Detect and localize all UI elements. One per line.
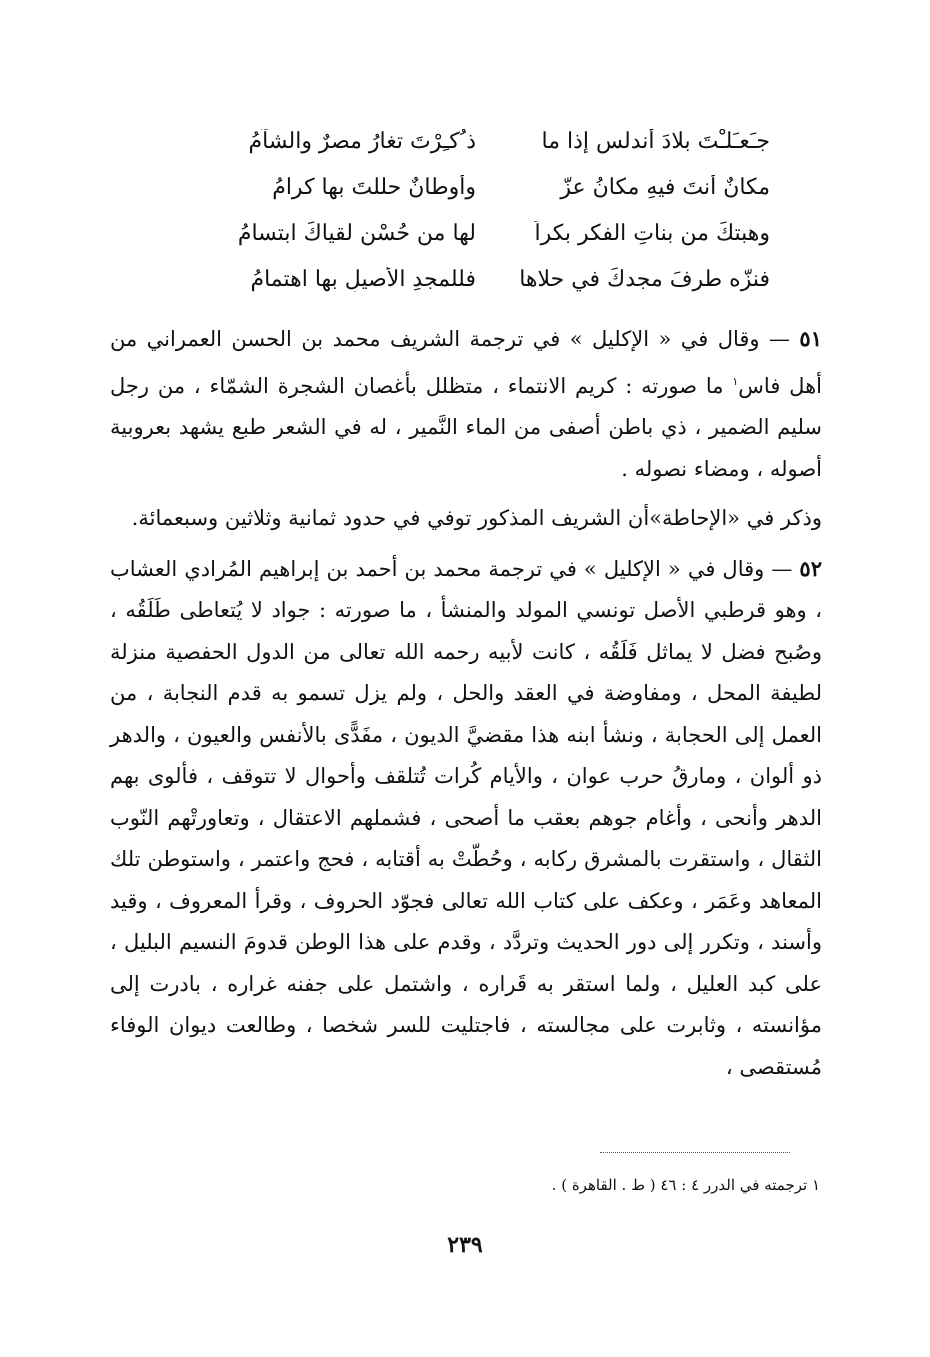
verse-line: [200, 118, 770, 164]
verse-first-hemistich: وهبتكَ من بناتِ الفكرِ بكراً: [534, 220, 770, 246]
verse-line: [200, 164, 770, 210]
footnote-marker: ١: [732, 374, 739, 388]
paragraph-ihata-note: وذكر في «الإحاطة»أن الشريف المذكور توفي في حدود ثمانية وثلاثين وسبعمائة.: [131, 506, 822, 530]
verse-second-hemistich: لها من حُسْنِ لقياكَ ابتسامُ: [237, 220, 476, 246]
verse-second-hemistich: فللمجدِ الأصيلِ بها اهتمامُ: [250, 266, 476, 292]
verse-line: [200, 256, 770, 302]
paragraph-text: ما صورته : كريم الانتماء ، متظلل بأغصان الشجرة الشمّاء ، من رجل سليم الضمير ، ذي باطن أصفى من الماء النَّمير ، له في الشعر طبع يشهد بعروبية أصوله ، ومضاء نصوله .: [110, 373, 822, 481]
paragraph-text: من أهل فاس: [110, 327, 822, 398]
paragraph-52: [110, 548, 822, 1089]
footnote-separator: [600, 1152, 790, 1153]
paragraph-text: — وقال في « الإكليل » في ترجمة الشريف محمد بن الحسن العمراني: [146, 327, 790, 351]
verse-second-hemistich: وأوطانٌ حللتَ بها كرامُ: [272, 174, 476, 200]
verse-first-hemistich: فنزّه طرفَ مجدكَ في حلاها: [519, 266, 770, 292]
paragraph-number: ٥٢: [799, 555, 822, 581]
verse-second-hemistich: ذ ُكـِرْتَ تغارُ مصرٌ والشآمُ: [248, 128, 476, 154]
paragraph-number: ٥١: [799, 326, 822, 351]
verse-first-hemistich: مكانٌ أنتَ فيهِ مكانُ عزّ: [560, 174, 770, 200]
paragraph-text: — وقال في « الإكليل » في ترجمة محمد بن أحمد بن إبراهيم المُرادي العشاب ، وهو قرطبي الأصل تونسي المولد والمنشأ ، ما صورته : جواد لا يُتعاطى طَلَقُه ، وصُبح فضل لا يماثل فَلَقُه ، كانت لأبيه رحمه الله تعالى من الدول الحفصية منزلة لطيفة المحل ، ومفاوضة في العقد والحل ، ولم يزل تسمو به قدم النجابة ، من العمل إلى الحجابة ، ونشأ ابنه هذا مقضيَّ الديون ، مفَدًّى بالأنفس والعيون ، والدهر ذو ألوان ، ومارقُ حرب عوان ، والأيام كُرات تُتلقف وأحوال لا تتوقف ، فألوى بهم الدهر وأنحى ، وأغام جوهم بعقب ما أصحى ، فشملهم الاعتقال ، وتعاورتْهم النّوب الثقال ، واستقرت بالمشرق ركابه ، وحُطّتْ به أقتابه ، فحج واعتمر ، واستوطن تلك المعاهد وعَمَر ، وعكف على كتاب الله تعالى فجوّد الحروف ، وقرأ المعروف ، وقيد وأسند ، وتكرر إلى دور الحديث وتردَّد ، وقدم على هذا الوطن قدومَ النسيم البليل ، على كبد العليل ، ولما استقر به قَراره ، واشتمل على جفنه غراره ، بادرت إلى مؤانسته ، وثابرت على مجالسته ، فاجتليت للسر شخصا ، وطالعت ديوان الوفاء مُستقصى ،: [110, 556, 822, 1079]
prose-block: [110, 318, 822, 1088]
poem-block: [200, 118, 770, 302]
verse-line: [200, 210, 770, 256]
footnote: ١ ترجمته في الدرر ٤ : ٤٦ ( ط . القاهرة ) .: [551, 1176, 820, 1194]
verse-first-hemistich: جـَعـَلـْتَ بلادَ أندلس إذا ما: [541, 128, 770, 154]
page-number: ٢٣٩: [447, 1232, 483, 1258]
paragraph-51: [110, 318, 822, 490]
